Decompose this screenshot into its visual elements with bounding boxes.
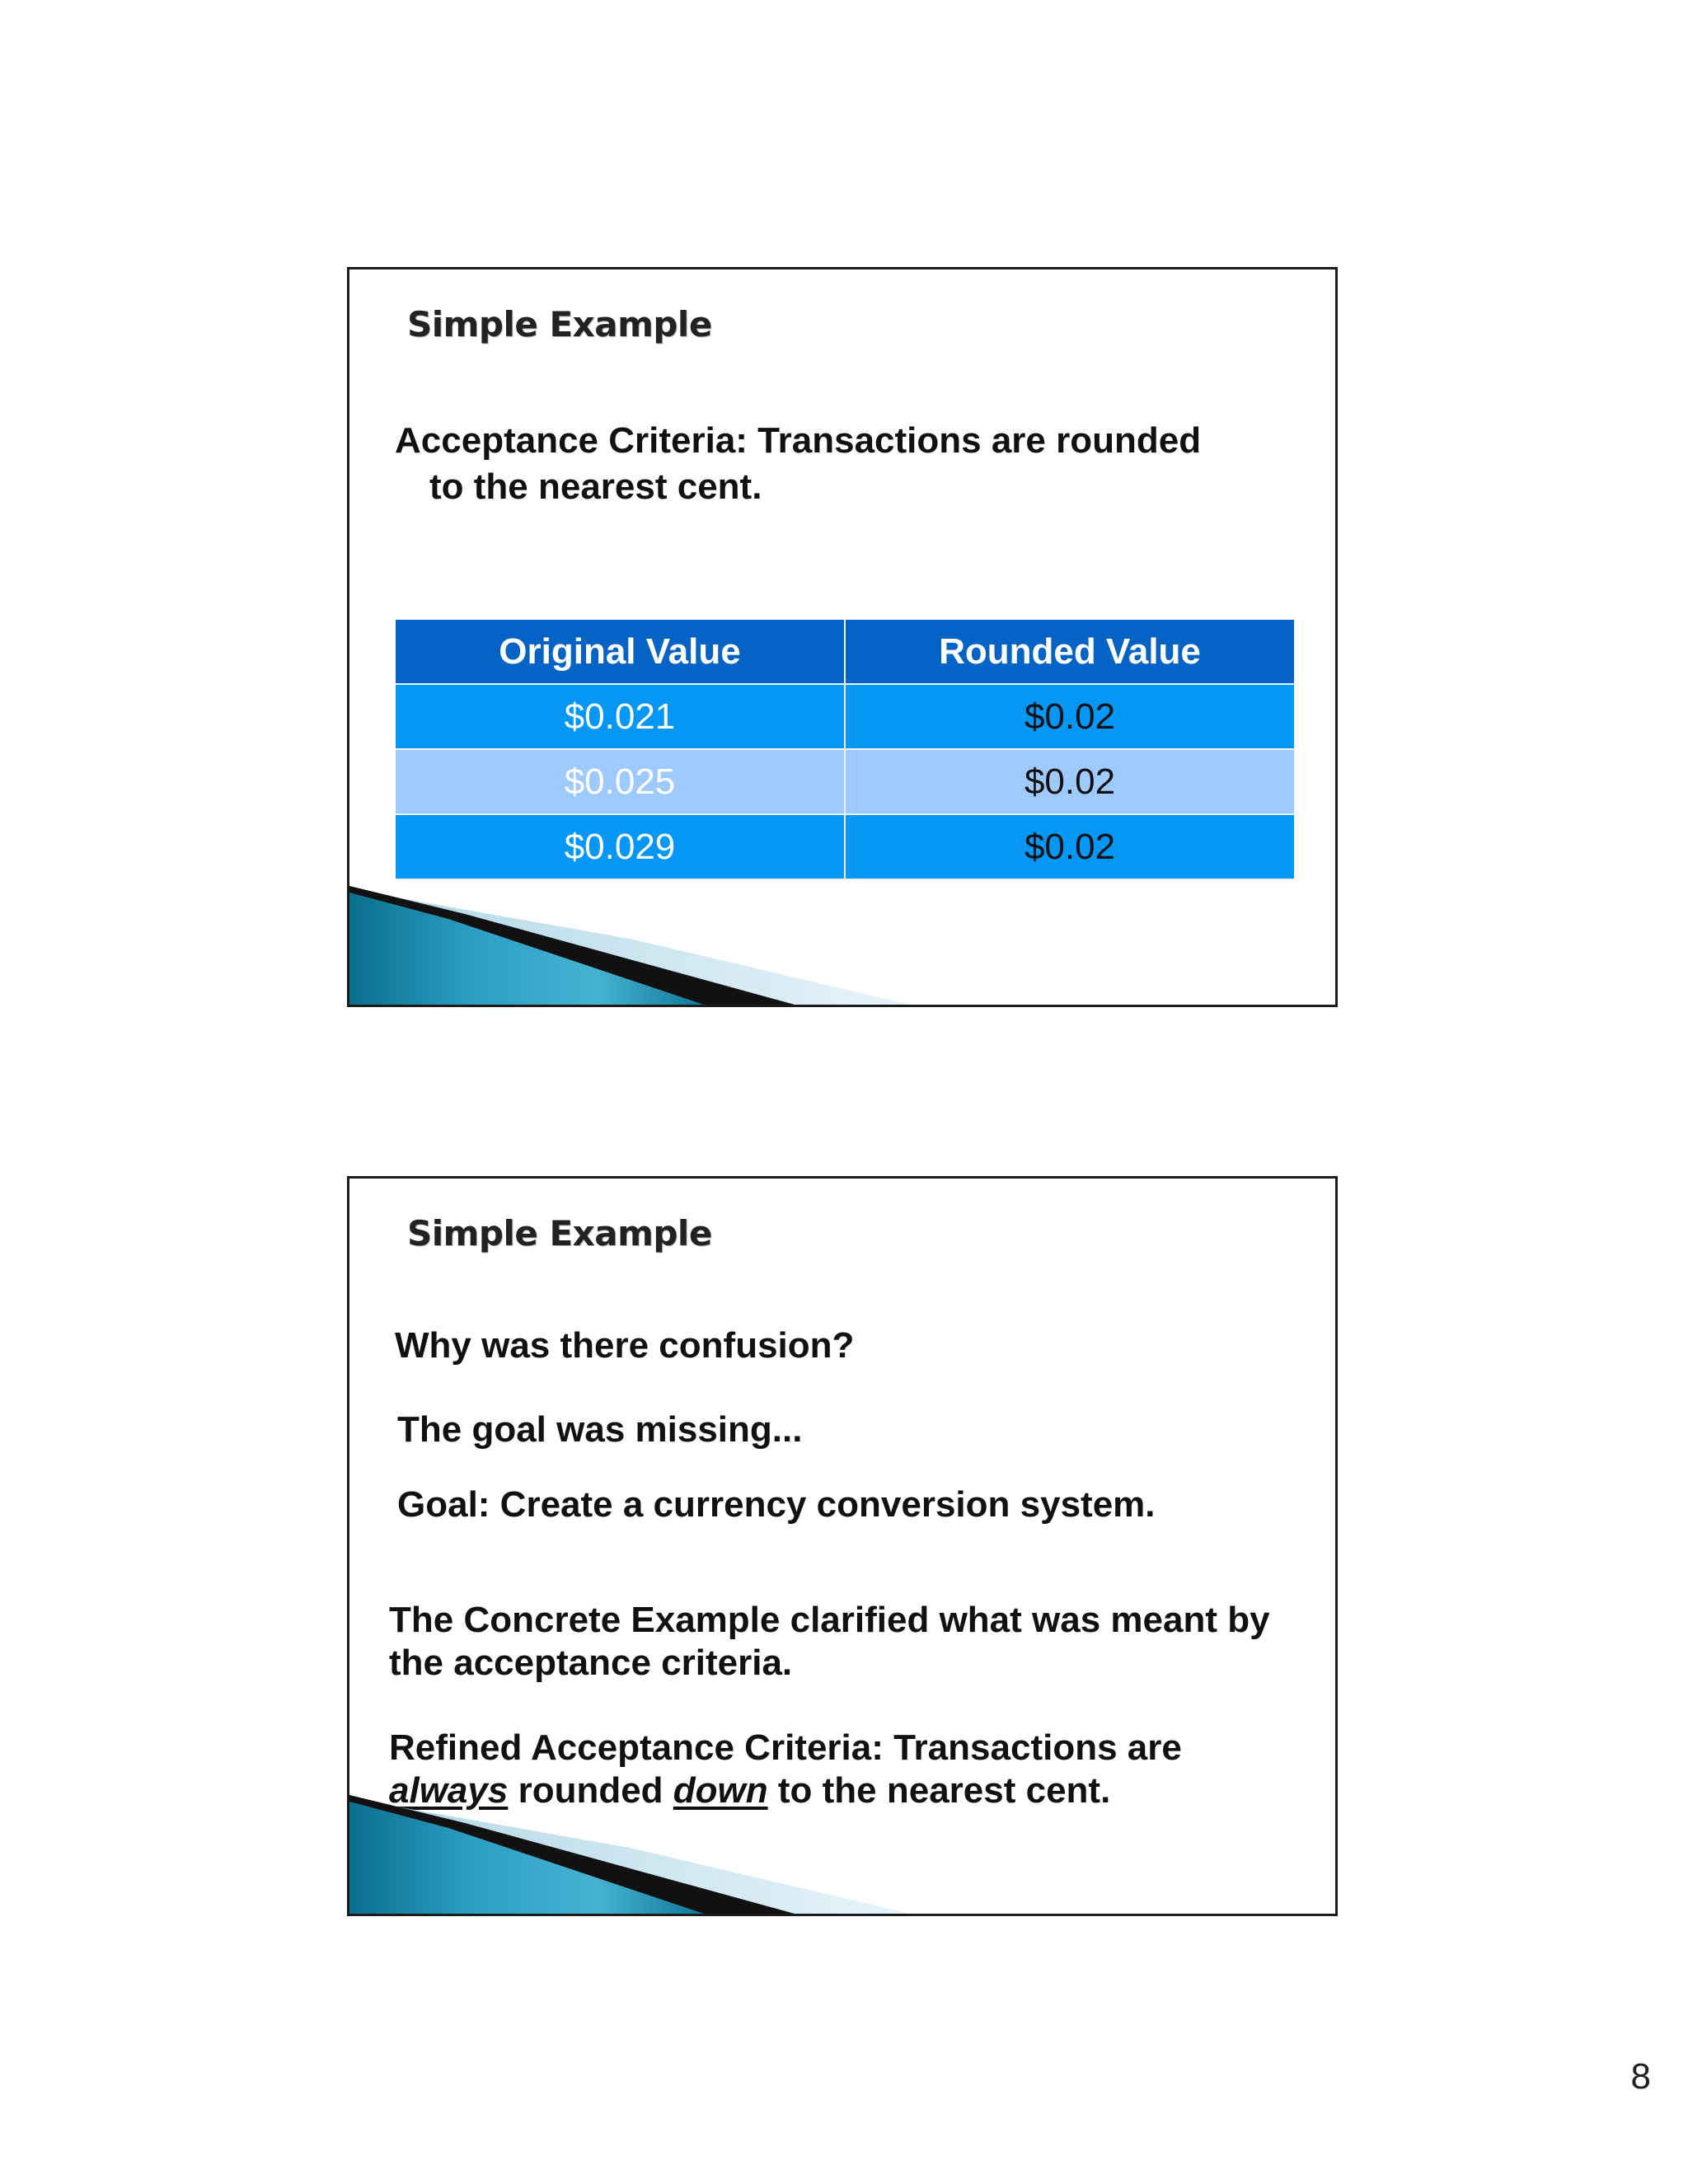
original-value-cell: $0.021 — [396, 684, 845, 749]
rounded-value-cell: $0.02 — [845, 814, 1294, 879]
rounded-value-cell: $0.02 — [845, 749, 1294, 814]
corner-swoosh-icon — [349, 1790, 1338, 1914]
goal-statement: Goal: Create a currency conversion system. — [397, 1484, 1156, 1525]
goal-missing-text: The goal was missing... — [397, 1409, 803, 1450]
emphasis-down: down — [673, 1770, 768, 1811]
header-original-value: Original Value — [396, 620, 845, 684]
refined-prefix: Refined Acceptance Criteria: Transactions are — [389, 1727, 1182, 1768]
emphasis-always: always — [389, 1770, 509, 1811]
table-row — [396, 684, 1294, 749]
criteria-line-1: Acceptance Criteria: Transactions are rounded — [395, 420, 1202, 461]
rounded-value-cell: $0.02 — [845, 684, 1294, 749]
rounding-table — [396, 620, 1294, 880]
refined-suffix: to the nearest cent. — [767, 1770, 1111, 1811]
original-value-cell: $0.025 — [396, 749, 845, 814]
criteria-line-2: to the nearest cent. — [429, 466, 762, 507]
page-number: 8 — [1630, 2056, 1651, 2097]
slide-title: Simple Example — [407, 1213, 712, 1254]
acceptance-criteria — [395, 418, 1293, 510]
slide-title: Simple Example — [407, 304, 712, 344]
table-row — [396, 749, 1294, 814]
table-header-row — [396, 620, 1294, 684]
refined-middle: rounded — [508, 1770, 673, 1811]
confusion-question: Why was there confusion? — [395, 1325, 855, 1366]
clarification-text: The Concrete Example clarified what was meant by the acceptance criteria. — [389, 1600, 1270, 1683]
slide-1 — [347, 267, 1338, 1007]
table-row — [396, 814, 1294, 879]
slide-2 — [347, 1176, 1338, 1916]
original-value-cell: $0.029 — [396, 814, 845, 879]
corner-swoosh-icon — [349, 881, 1338, 1005]
header-rounded-value: Rounded Value — [845, 620, 1294, 684]
